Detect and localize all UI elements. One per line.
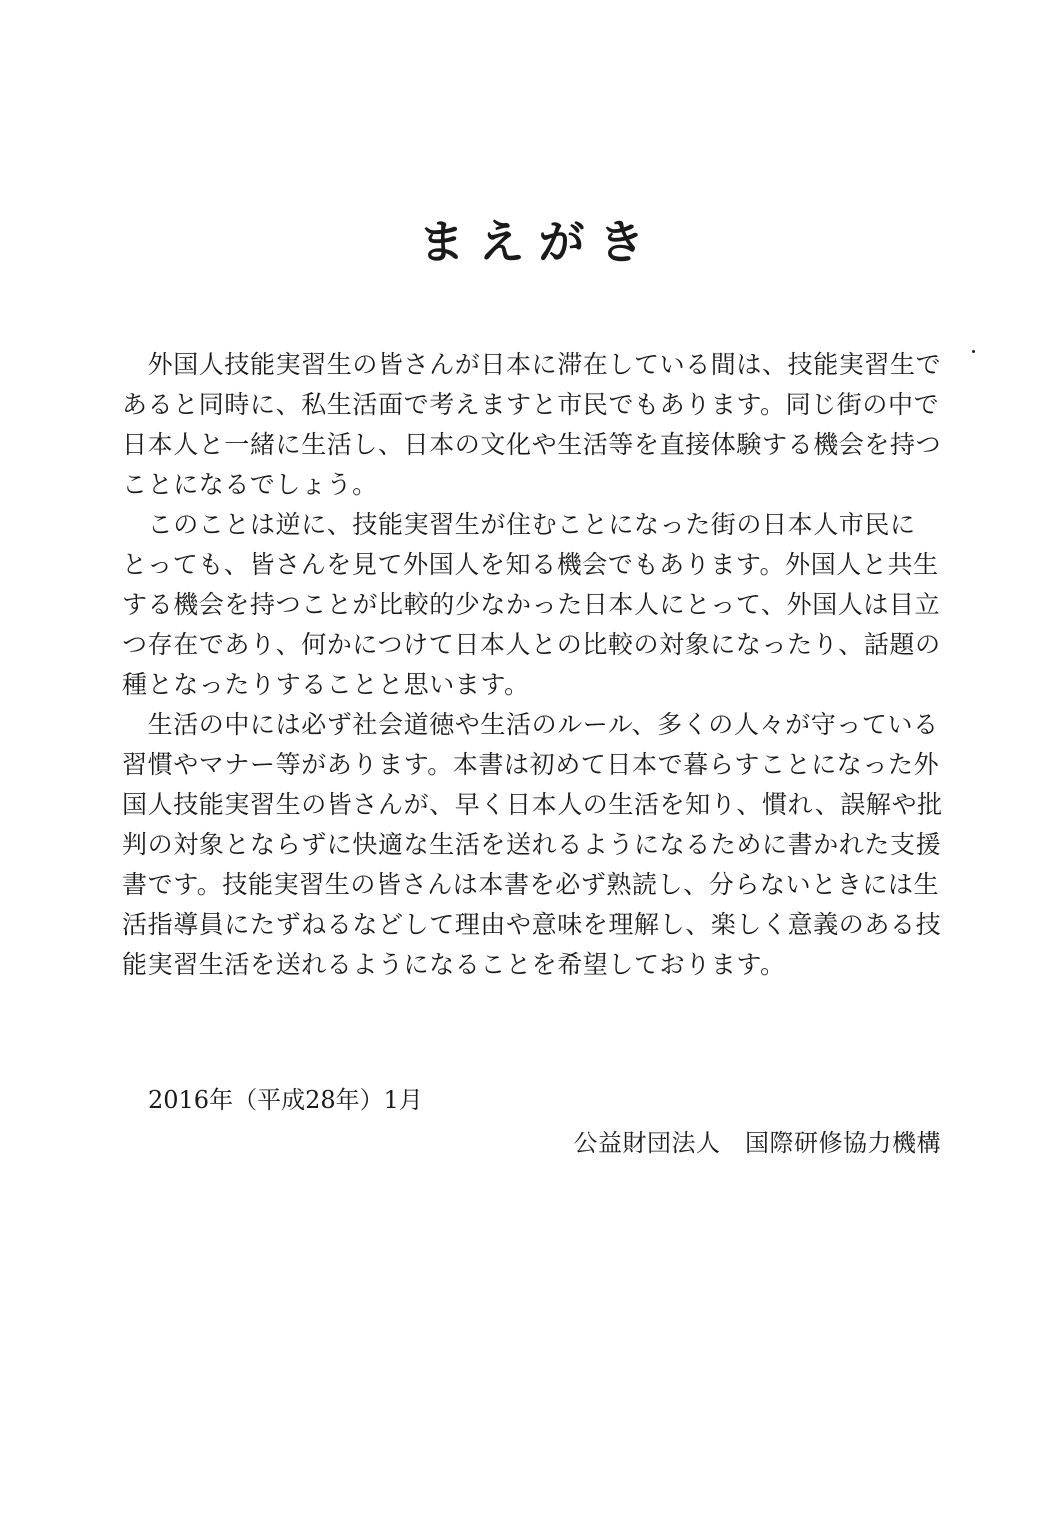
text-line: 習慣やマナー等があります。本書は初めて日本で暮らすことになった外 <box>122 750 940 779</box>
scan-speck <box>972 350 975 353</box>
text-line: 国人技能実習生の皆さんが、早く日本人の生活を知り、慣れ、誤解や批 <box>122 790 943 819</box>
preface-body <box>122 345 942 985</box>
text-line: 判の対象とならずに快適な生活を送れるようになるために書かれた支援 <box>122 830 942 859</box>
text-line: このことは逆に、技能実習生が住むことになった街の日本人市民に <box>122 510 916 539</box>
organization-name: 公益財団法人 国際研修協力機構 <box>573 1129 941 1157</box>
text-line: 生活の中には必ず社会道徳や生活のルール、多くの人々が守っている <box>122 710 939 739</box>
text-line: つ存在であり、何かにつけて日本人との比較の対象になったり、話題の <box>122 630 941 659</box>
text-line: 能実習生活を送れるようになることを希望しております。 <box>122 950 786 979</box>
publication-date: 2016年（平成28年）1月 <box>148 1086 423 1114</box>
page-title: まえがき <box>418 215 659 269</box>
text-line: 外国人技能実習生の皆さんが日本に滞在している間は、技能実習生で <box>122 350 942 379</box>
text-line: 種となったりすることと思います。 <box>122 670 530 699</box>
text-line: ことになるでしょう。 <box>122 470 378 499</box>
text-line: 書です。技能実習生の皆さんは本書を必ず熟読し、分らないときには生 <box>122 870 940 899</box>
text-line: あると同時に、私生活面で考えますと市民でもあります。同じ街の中で <box>122 390 940 419</box>
text-line: する機会を持つことが比較的少なかった日本人にとって、外国人は目立 <box>122 590 941 619</box>
text-line: 日本人と一緒に生活し、日本の文化や生活等を直接体験する機会を持つ <box>122 430 942 459</box>
text-line: とっても、皆さんを見て外国人を知る機会でもあります。外国人と共生 <box>122 550 939 579</box>
text-line: 活指導員にたずねるなどして理由や意味を理解し、楽しく意義のある技 <box>122 910 942 939</box>
